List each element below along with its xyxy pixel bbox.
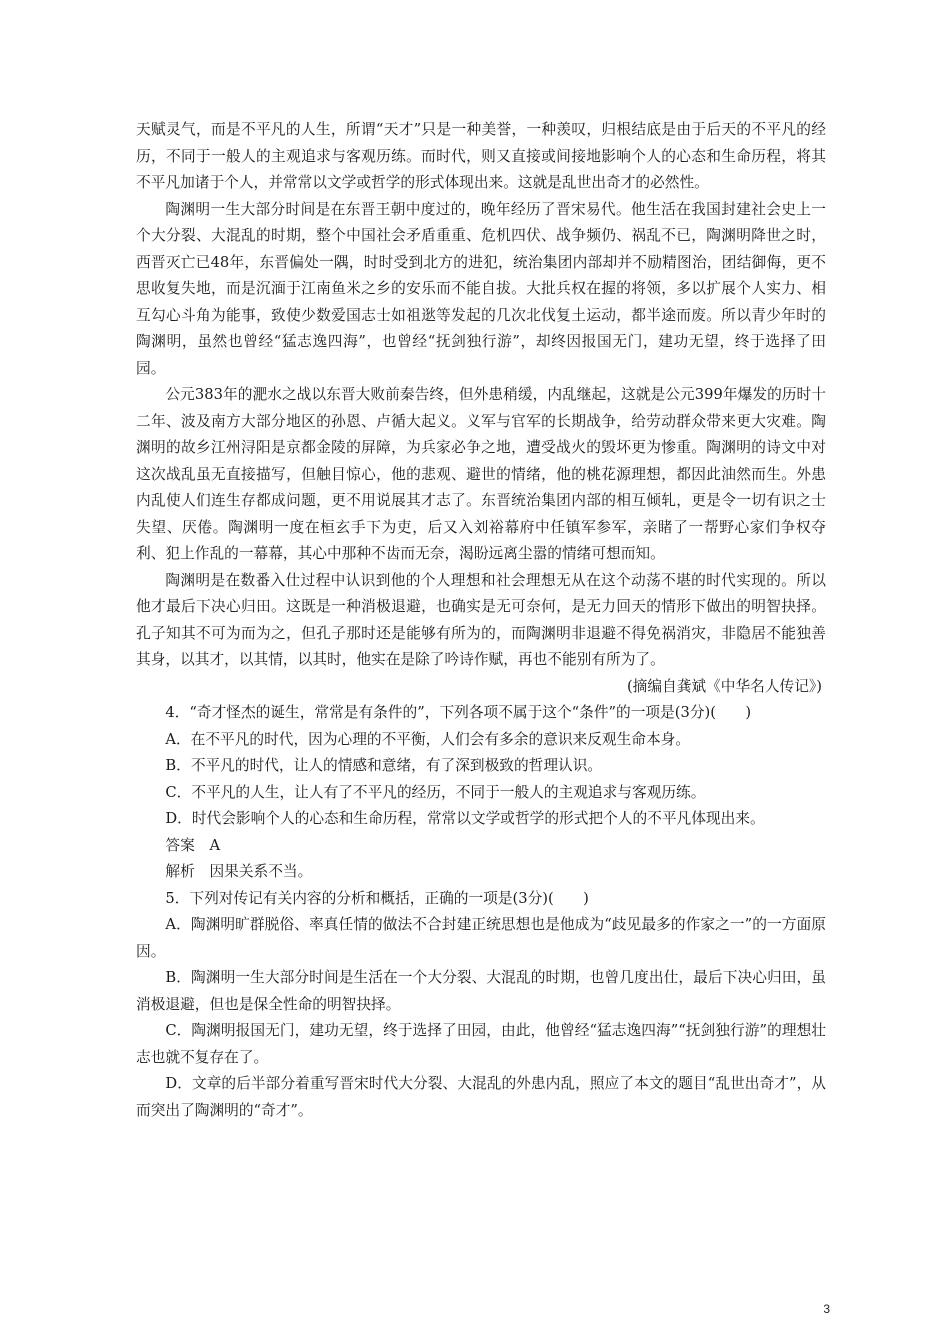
paragraph-continued: 天赋灵气，而是不平凡的人生，所谓“天才”只是一种美誉，一种羡叹，归根结底是由于后天的不平凡的经历，不同于一般人的主观追求与客观历练。而时代，则又直接或间接地影响个人的心态和生命历程，将其不平凡加诸于个人，并常常以文学或哲学的形式体现出来。这就是乱世出奇才的必然性。 bbox=[136, 121, 826, 191]
paragraph-retreat: 陶渊明是在数番入仕过程中认识到他的个人理想和社会理想无从在这个动荡不堪的时代实现的。所以他才最后下决心归田。这既是一种消极退避，也确实是无可奈何，是无力回天的情形下做出的明智抉择。孔子知其不可为而为之，但孔子那时还是能够有所为的，而陶渊明非退避不得免祸消灾，非隐居不能独善其身，以其才，以其情，以其时，他实在是除了吟诗作赋，再也不能别有所为了。 bbox=[136, 571, 826, 668]
article-source: (摘编自龚斌《中华名人传记》) bbox=[626, 677, 822, 695]
question-4-stem: 4．“奇才怪杰的诞生，常常是有条件的”，下列各项不属于这个“条件”的一项是(3分)( ) bbox=[165, 704, 752, 721]
question-4-option-b: B．不平凡的时代，让人的情感和意绪，有了深到极致的哲理认识。 bbox=[165, 757, 603, 774]
question-4-analysis: 解析 因果关系不当。 bbox=[165, 863, 313, 880]
question-4-option-d: D．时代会影响个人的心态和生命历程，常常以文学或哲学的形式把个人的不平凡体现出来。 bbox=[165, 810, 765, 827]
question-5-option-b: B．陶渊明一生大部分时间是生活在一个大分裂、大混乱的时期，也曾几度出仕，最后下决心归田，虽消极退避，但也是保全性命的明智抉择。 bbox=[136, 969, 826, 1013]
paragraph-tao-life: 陶渊明一生大部分时间是在东晋王朝中度过的，晚年经历了晋宋易代。他生活在我国封建社会史上一个大分裂、大混乱的时期，整个中国社会矛盾重重、危机四伏、战争频仍、祸乱不已，陶渊明降世之时，西晋灭亡已48年，东晋偏处一隅，时时受到北方的进犯，统治集团内部却并不励精图治，团结御侮，更不思收复失地，而是沉湎于江南鱼米之乡的安乐而不能自拔。大批兵权在握的将领，多以扩展个人实力、相互勾心斗角为能事，致使少数爱国志士如祖逖等发起的几次北伐复土运动，都半途而废。所以青少年时的陶渊明，虽然也曾经“猛志逸四海”，也曾经“抚剑独行游”，却终因报国无门，建功无望，终于选择了田园。 bbox=[136, 200, 826, 377]
question-5-stem: 5．下列对传记有关内容的分析和概括，正确的一项是(3分)( ) bbox=[165, 889, 589, 907]
question-5-option-d: D．文章的后半部分着重写晋宋时代大分裂、大混乱的外患内乱，照应了本文的题目“乱世出奇才”，从而突出了陶渊明的“奇才”。 bbox=[136, 1075, 826, 1119]
question-4-option-c: C．不平凡的人生，让人有了不平凡的经历，不同于一般人的主观追求与客观历练。 bbox=[165, 783, 706, 801]
question-5-option-a: A．陶渊明旷群脱俗、率真任情的做法不合封建正统思想也是他成为“歧见最多的作家之一”的一方面原因。 bbox=[136, 916, 826, 960]
page-number: 3 bbox=[823, 1302, 830, 1316]
document-body bbox=[136, 117, 826, 1124]
paragraph-war: 公元383年的淝水之战以东晋大败前秦告终，但外患稍缓，内乱继起，这就是公元399年爆发的历时十二年、波及南方大部分地区的孙恩、卢循大起义。义军与官军的长期战争，给劳动群众带来更大灾难。陶渊明的故乡江州浔阳是京都金陵的屏障，为兵家必争之地，遭受战火的毁坏更为惨重。陶渊明的诗文中对这次战乱虽无直接描写，但触目惊心，他的悲观、避世的情绪，他的桃花源理想，都因此油然而生。外患内乱使人们连生存都成问题，更不用说展其才志了。东晋统治集团内部的相互倾轧，更是令一切有识之士失望、厌倦。陶渊明一度在桓玄手下为吏，后又入刘裕幕府中任镇军参军，亲睹了一帮野心家们争权夺利、犯上作乱的一幕幕，其心中那种不齿而无奈，渴盼远离尘嚣的情绪可想而知。 bbox=[136, 386, 826, 562]
question-5-option-c: C．陶渊明报国无门，建功无望，终于选择了田园，由此，他曾经“猛志逸四海”“抚剑独行游”的理想壮志也就不复存在了。 bbox=[136, 1022, 826, 1066]
question-4-answer: 答案 A bbox=[165, 836, 221, 854]
question-4-option-a: A．在不平凡的时代，因为心理的不平衡，人们会有多余的意识来反观生命本身。 bbox=[165, 730, 691, 748]
